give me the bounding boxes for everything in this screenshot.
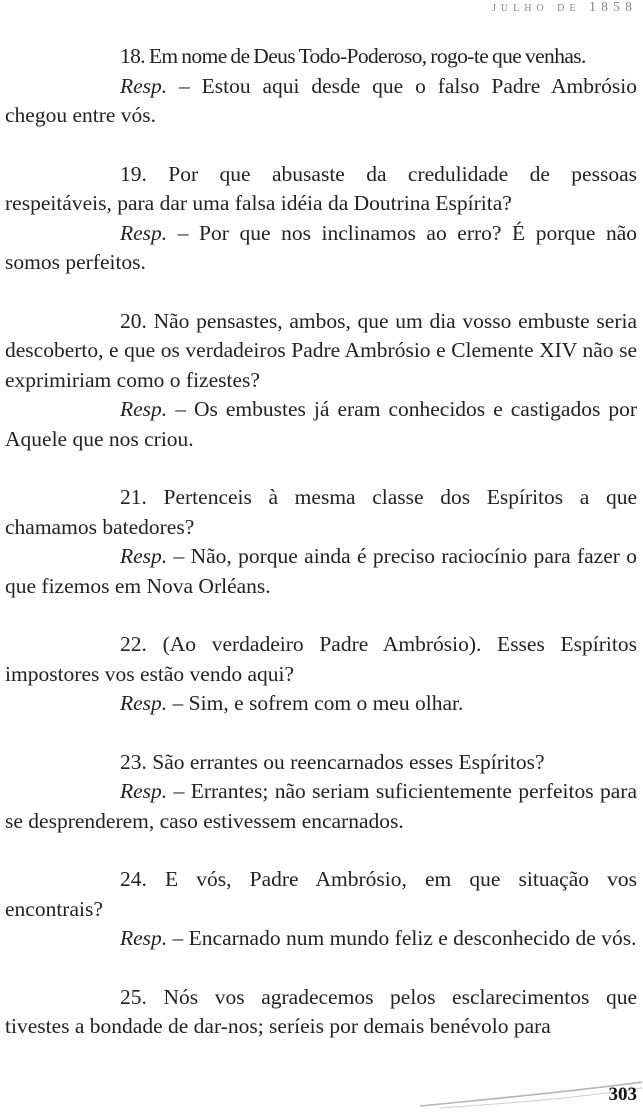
- resp-label: Resp.: [120, 691, 168, 715]
- question-23: 23. São errantes ou reencarnados esses Espíritos?: [120, 749, 545, 774]
- answer-24: [5, 924, 637, 954]
- answer-text: – Por que nos inclinamos ao erro? É porque não somos perfeitos.: [5, 220, 637, 274]
- paragraph-gap: [5, 836, 637, 865]
- answer-20: [5, 395, 637, 454]
- resp-label: Resp.: [120, 926, 168, 950]
- paragraph-gap: [5, 719, 637, 748]
- answer-text: – Sim, e sofrem com o meu olhar.: [167, 691, 464, 715]
- resp-label: Resp.: [120, 73, 168, 98]
- answer-text: – Não, porque ainda é preciso raciocínio para fazer o que fizemos em Nova Orléans.: [5, 544, 637, 598]
- answer-text: – Os embustes já eram conhecidos e castigados por Aquele que nos criou.: [5, 397, 637, 451]
- question-24: 24. E vós, Padre Ambrósio, em que situação vos encontrais?: [5, 867, 637, 921]
- question-19: 19. Por que abusaste da credulidade de pessoas respeitáveis, para dar uma falsa idéia da Doutrina Espírita?: [5, 161, 637, 215]
- question-18: 18. Em nome de Deus Todo-Poderoso, rogo-te que venhas.: [120, 44, 586, 68]
- answer-22: [5, 689, 637, 719]
- question-25: 25. Nós vos agradecemos pelos esclarecimentos que tivestes a bondade de dar-nos; seríeis por demais benévolo para: [5, 984, 637, 1038]
- resp-label: Resp.: [120, 544, 168, 568]
- answer-21: [5, 542, 637, 601]
- running-header: julho de 1858: [492, 0, 637, 15]
- paragraph-gap: [5, 278, 637, 307]
- paragraph-gap: [5, 454, 637, 483]
- resp-label: Resp.: [120, 220, 168, 245]
- question-22: 22. (Ao verdadeiro Padre Ambrósio). Esses Espíritos impostores vos estão vendo aqui?: [5, 632, 637, 686]
- answer-23: [5, 777, 637, 836]
- question-21: 21. Pertenceis à mesma classe dos Espíritos a que chamamos batedores?: [5, 485, 637, 539]
- page-footer: [0, 1072, 643, 1112]
- resp-label: Resp.: [120, 779, 168, 803]
- page-number: 303: [608, 1084, 637, 1105]
- page-body: [5, 42, 637, 1042]
- paragraph-gap: [5, 954, 637, 983]
- resp-label: Resp.: [120, 397, 168, 421]
- answer-18: [5, 72, 637, 131]
- answer-text: – Estou aqui desde que o falso Padre Ambrósio chegou entre vós.: [5, 73, 637, 127]
- answer-19: [5, 219, 637, 278]
- answer-text: – Errantes; não seriam suficientemente perfeitos para se desprenderem, caso estivessem encarnados.: [5, 779, 637, 833]
- paragraph-gap: [5, 601, 637, 630]
- paragraph-gap: [5, 131, 637, 160]
- question-20: 20. Não pensastes, ambos, que um dia vosso embuste seria descoberto, e que os verdadeiros Padre Ambrósio e Clemente XIV não se exprimiriam como o fizestes?: [5, 308, 637, 392]
- answer-text: – Encarnado num mundo feliz e desconhecido de vós.: [167, 926, 637, 950]
